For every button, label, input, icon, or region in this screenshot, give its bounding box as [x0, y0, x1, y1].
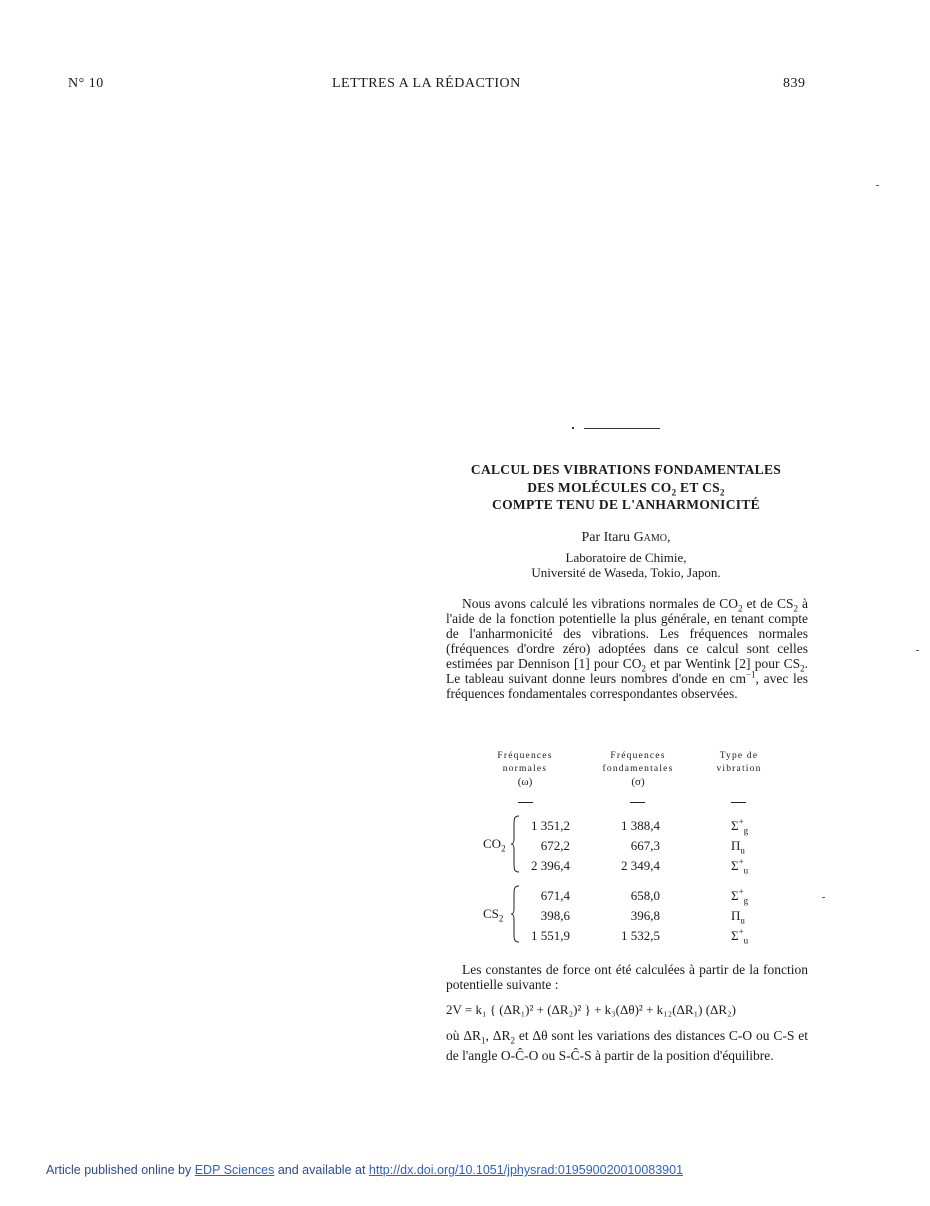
table-cell-omega: 398,6	[540, 908, 570, 923]
author-name: Gamo	[633, 530, 668, 545]
table-cell-type: $\Sigma^+_u$	[731, 856, 749, 876]
table-cell-omega: 1 351,2	[531, 818, 570, 833]
molecule-label-cs2: $CS_2$	[483, 906, 504, 924]
section-separator	[572, 428, 662, 429]
potential-function-formula: 2V = k₁ { (ΔR₁)² + (ΔR₂)² } + k₃(Δθ)² + k₁₂(ΔR₁) (ΔR₂)	[446, 1002, 736, 1017]
table-cell-omega: 671,4	[540, 888, 570, 903]
publication-footer: Article published online by EDP Sciences and available at http://dx.doi.org/10.1051/jphysrad:019590020010083901	[46, 1163, 684, 1177]
force-constants-paragraph: Les constantes de force ont été calculées à partir de la fonction potentielle suivante :	[446, 962, 808, 992]
table-cell-omega: 2 396,4	[531, 858, 570, 873]
table-cell-type: $\Pi_u$	[731, 908, 745, 926]
title-line-2: DES MOLÉCULES $CO_2$ ET $CS_2$	[527, 479, 725, 498]
scan-speck	[916, 650, 919, 651]
variables-paragraph: où $\Delta R_1$, $\Delta R_2$ et Δθ sont les variations des distances C-O ou C-S et de l'angle O-Ĉ-O ou S-Ĉ-S à partir de la position d'équilibre.	[446, 1028, 809, 1063]
table-cell-type: $\Sigma^+_g$	[731, 816, 749, 836]
table-cell-sigma: 667,3	[630, 838, 660, 853]
table-cell-sigma: 2 349,4	[621, 858, 660, 873]
author-affiliation: Laboratoire de Chimie, Université de Waseda, Tokio, Japon.	[531, 550, 721, 580]
table-cell-sigma: 658,0	[630, 888, 660, 903]
journal-issue-number: N° 10	[68, 76, 104, 91]
table-header-normal-frequencies: Fréquences normales (ω)	[497, 751, 553, 788]
table-header-fundamental-frequencies: Fréquences fondamentales (σ)	[602, 751, 674, 788]
table-cell-sigma: 1 532,5	[621, 928, 660, 943]
table-cell-type: $\Sigma^+_u$	[731, 926, 749, 946]
page-number: 839	[783, 76, 806, 91]
table-header-rule	[630, 802, 645, 803]
title-line-3: COMPTE TENU DE L'ANHARMONICITÉ	[492, 497, 760, 512]
table-cell-omega: 1 551,9	[531, 928, 570, 943]
table-header-rule	[518, 802, 533, 803]
scan-speck	[876, 185, 879, 186]
table-header-vibration-type: Type de vibration	[716, 751, 762, 774]
table-header-rule	[731, 802, 746, 803]
molecule-label-co2: $CO_2$	[483, 836, 506, 854]
article-title	[446, 461, 806, 514]
table-cell-omega: 672,2	[540, 838, 570, 853]
table-cell-type: $\Sigma^+_g$	[731, 886, 749, 906]
table-cell-type: $\Pi_u$	[731, 838, 745, 856]
table-cell-sigma: 1 388,4	[621, 818, 660, 833]
publisher-link[interactable]: EDP Sciences	[194, 1163, 275, 1177]
intro-paragraph: Nous avons calculé les vibrations normales de $CO_2$ et de $CS_2$ à l'aide de la fonction potentielle la plus générale, en tenant compte de l'anharmonicité des vibrations. Les fréquences normales (fréquences d'ordre zéro) adoptées dans ce calcul sont celles estimées par Dennison [1] pour $CO_2$ et par Wentink [2] pour $CS_2$. Le tableau suivant donne leurs nombres d'onde en $cm^{-1}$, avec les fréquences fondamentales correspondantes observées.	[446, 596, 808, 701]
title-line-1: CALCUL DES VIBRATIONS FONDAMENTALES	[470, 462, 782, 477]
running-section-title: LETTRES A LA RÉDACTION	[332, 76, 521, 91]
author-byline: Par Itaru Gamo,	[581, 530, 671, 545]
doi-link[interactable]: http://dx.doi.org/10.1051/jphysrad:019590020010083901	[368, 1163, 684, 1177]
scan-speck	[822, 897, 825, 898]
table-cell-sigma: 396,8	[630, 908, 660, 923]
